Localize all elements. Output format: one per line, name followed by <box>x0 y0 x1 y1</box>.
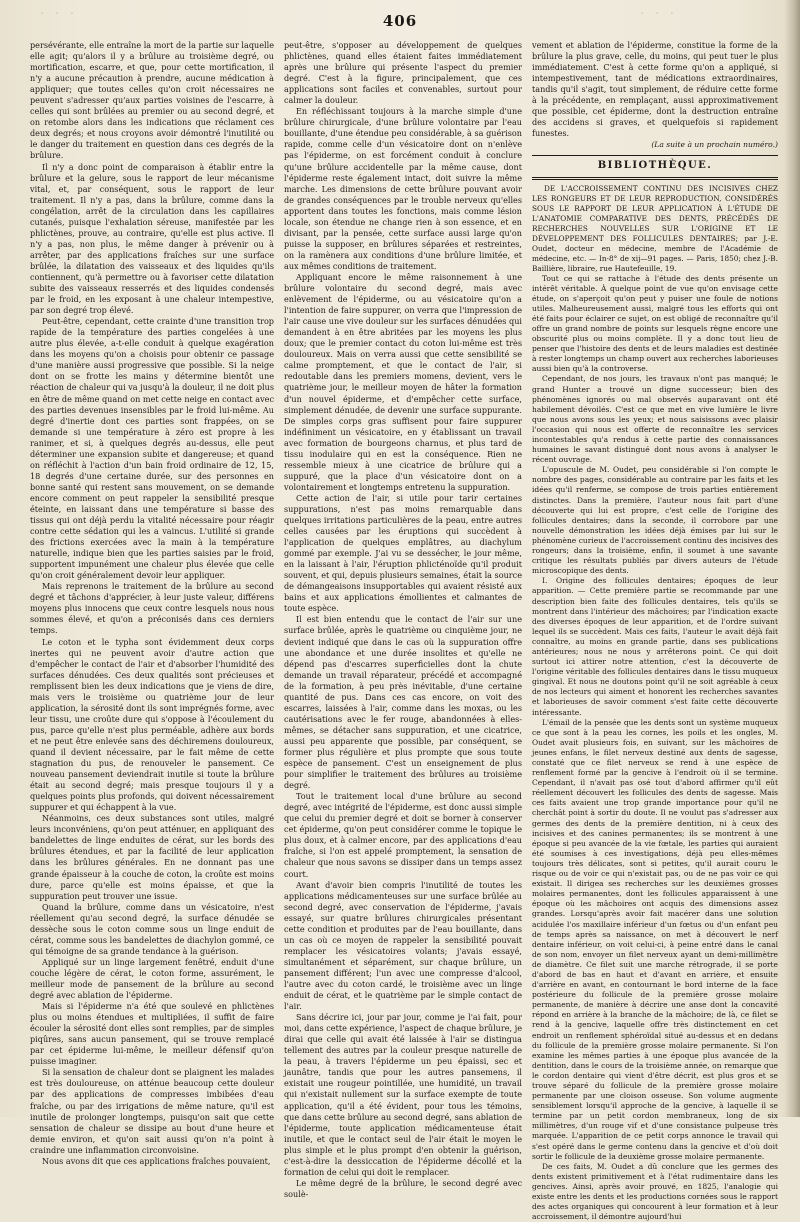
paragraph: I. Origine des follicules dentaires; époques de leur apparition. — Cette première partie se recommande par une description bien faite des follicules dentaires, tels qu'ils se montrent dans l'intérieur des mâchoires; par l'indication exacte des diverses époques de leur apparition, et de l'ordre suivant lequel ils se succèdent. Mais ces faits, l'auteur le avait déjà fait connaître, au moins en grande partie, dans ses publications antérieures; nous ne nous y arrêterons point. Ce qui doit surtout ici attirer notre attention, c'est la découverte de l'origine véritable des follicules dentaires dans le tissu muqueux gingival. Et nous ne doutons point qu'il ne soit agréable à ceux de nos lecteurs qui aiment et honorent les recherches savantes et laborieuses de savoir comment s'est faite cette découverte intéressante. <box>532 576 778 717</box>
paragraph: Avant d'avoir bien compris l'inutilité de toutes les applications médicamenteuses sur une surface brûlée au second degré, avec conservation de l'épiderme, j'avais essayé, sur quatre brûlures chirurgicales présentant cette condition et produites par de l'eau bouillante, dans un cas où ce moyen de rappeler la sensibilité pouvait remplacer les vésicatoires volants; j'avais essayé, simultanément et séparément, sur chaque brûlure, un pansement différent; l'un avec une compresse d'alcool, l'autre avec du coton cardé, le troisième avec un linge enduit de cérat, et le quatrième par le simple contact de l'air. <box>284 879 522 1012</box>
column-2 <box>284 40 522 1199</box>
paragraph: L'émail de la pensée que les dents sont un système muqueux ce que sont à la peau les cornes, les poils et les ongles, M. Oudet avait plusieurs fois, en suivant, sur les mâchoires de jeunes enfans, le filet nerveux destiné aux dents de sagesse, constaté que ce filet nerveux se rend à une espèce de renflement formé par la gencive à l'endroit où il se termine. Cependant, il n'avait pas osé tout d'abord affirmer qu'il eût réellement découvert les follicules des dents de sagesse. Mais ces faits avaient une trop grande importance pour qu'il ne cherchât point à sortir du doute. Il ne voulut pas s'adresser aux germes des dents de la première dentition, ni à ceux des incisives et des canines permanentes; ils se montrent à une époque si peu avancée de la vie fœtale, les parties qui auraient été soumises à ces investigations, déjà peu elles-mêmes toujours très délicates, sont si petites, qu'il aurait couru le risque ou de voir ce qui n'existait pas, ou de ne pas voir ce qui existait. Il dirigea ses recherches sur les deuxièmes grosses molaires permanentes, dont les follicules apparaissent à une époque où les mâchoires ont acquis des dimensions assez grandes. Lorsqu'après avoir fait macérer dans une solution acidulée l'os maxillaire inférieur d'un fœtus ou d'un enfant peu de temps après sa naissance, on met à découvert le nerf dentaire inférieur, on voit celui-ci, à peine entré dans le canal de son nom, envoyer un filet nerveux ayant un demi-millimètre de diamètre. Ce filet suit une marche rétrograde, il se porte d'abord de bas en haut et d'avant en arrière, et ensuite d'arrière en avant, en contournant le bord interne de la face postérieure du follicule de la première grosse molaire permanente, de manière à décrire une anse dont la concavité répond en arrière à la branche de la mâchoire; de là, ce filet se rend à la gencive, laquelle offre très distinctement en cet endroit un renflement sphéroïdal situé au-dessus et en dedans du follicule de la première grosse molaire permanente. Si l'on examine les mêmes parties à une époque plus avancée de la dentition, dans le cours de la troisième année, on remarque que le cordon dentaire qui vient d'être décrit, est plus gros et se trouve séparé du follicule de la première grosse molaire permanente par une cloison osseuse. Son volume augmente sensiblement lorsqu'il approche de la gencive, à laquelle il se termine par un petit cordon membraneux, long de six millimètres, d'un rouge vif et d'une consistance pulpeuse très marquée. L'apparition de ce petit corps annonce le travail qui s'est opéré dans le germe contenu dans la gencive et d'où doit sortir le follicule de la deuxième grosse molaire permanente. <box>532 717 778 1161</box>
paragraph: Nous avons dit que ces applications fraîches pouvaient, <box>42 1155 271 1166</box>
paragraph: vement et ablation de l'épiderme, constitue la forme de la brûlure la plus grave, celle, du moins, qui peut tuer le plus immédiatement. C'est à cette forme qu'on a appliqué, si intempestivement, tant de médications extraordinaires, tandis qu'il s'agit, tout simplement, de réduire cette forme à la précédente, en remplaçant, aussi approximativement que possible, cet épiderme, dont la destruction entraîne des accidens si graves, et quelquefois si rapidement funestes. <box>532 40 778 139</box>
book-review-body <box>532 274 778 1222</box>
paragraph: peut-être, s'opposer au développement de quelques phlictènes, quand elles étaient faites immédiatement après une brûlure qui présente l'aspect du premier degré. C'est à la figure, principalement, que ces applications sont faciles et convenables, surtout pour calmer la douleur. <box>284 40 522 106</box>
paragraph: Appliqué sur un linge largement fenêtré, enduit d'une couche légère de cérat, le coton forme, assurément, le meilleur mode de pansement de la brûlure au second degré avec ablation de l'épiderme. <box>30 956 274 1001</box>
paragraph: Tout ce qui se rattache à l'étude des dents présente un intérêt véritable. À quelque point de vue qu'on envisage cette étude, on s'aperçoit qu'on peut y puiser une foule de notions utiles. Malheureusement aussi, malgré tous les efforts qui ont été faits pour éclairer ce sujet, on est obligé de reconnaître qu'il offre un grand nombre de points sur lesquels règne encore une obscurité plus ou moins complète. Il y a donc tout lieu de penser que l'histoire des dents et de leurs maladies est destinée à rester longtemps un champ ouvert aux recherches laborieuses aussi bien qu'à la controverse. <box>532 273 778 374</box>
bleed-through-text-left: · · · <box>40 6 78 22</box>
paragraph: Néanmoins, ces deux substances sont utiles, malgré leurs inconvéniens, qu'on peut atténuer, en appliquant des bandelettes de linge enduites de cérat, sur les bords des brûlures étendues, et par la facilité de leur application dans les brûlures générales. En ne donnant pas une grande épaisseur à la couche de coton, la croûte est moins dure, parce qu'elle est moins épaisse, et que la suppuration peut trouver une issue. <box>30 813 274 901</box>
paragraph: persévérante, elle entraîne la mort de la partie sur laquelle elle agit; qu'alors il y a brûlure au troisième degré, ou mortification, escarre, et que, pour cette mortification, il n'y a aucune précaution à prendre, aucune médication à appliquer; que toutes celles qu'on croit nécessaires ne peuvent s'adresser qu'aux parties voisines de l'escarre, à celles qui sont brûlées au premier ou au second degré, et on retombe alors dans les indications que réclament ces deux degrés; et nous croyons avoir démontré l'inutilité ou le danger du traitement en question dans ces degrés de la brûlure. <box>30 40 274 161</box>
paragraph: Peut-être, cependant, cette crainte d'une transition trop rapide de la température des parties congelées à une autre plus élevée, a-t-elle conduit à quelque exagération dans les moyens qu'on a choisis pour obtenir ce passage d'une manière aussi progressive que possible. Si la neige dont on se frotte les mains y détermine bientôt une réaction de chaleur qui va jusqu'à la douleur, il ne doit plus en être de même quand on met cette neige en contact avec des parties devenues insensibles par le froid lui-même. Au degré d'inertie dont ces parties sont frappées, on se demande si une température à zéro est propre à les ranimer, et si, à quelques degrés au-dessus, elle peut déterminer une expansion subite et dangereuse; et quand on réfléchit à l'action d'un bain froid ordinaire de 12, 15, 18 degrés d'une certaine durée, sur des personnes en bonne santé qui restent sans mouvement, on se demande encore comment on peut rappeler la sensibilité presque éteinte, en laissant dans une température si basse des tissus qui ont déjà perdu la vitalité nécessaire pour réagir contre cette sédation qui les a vaincus. L'utilité si grande des frictions exercées avec la main à la température naturelle, indique bien que les parties saisies par le froid, supportent impunément une chaleur plus élevée que celle qu'on croit généralement devoir leur appliquer. <box>30 316 274 581</box>
continuation-note: (La suite à un prochain numéro.) <box>651 140 778 150</box>
paragraph: Le même degré de la brûlure, le second degré avec soulè- <box>284 1177 522 1199</box>
column-3 <box>532 40 778 1222</box>
page-gutter-shadow <box>784 0 800 1117</box>
column-1 <box>30 40 274 1166</box>
page-number: 406 <box>382 12 418 30</box>
paragraph: Le coton et le typha sont évidemment deux corps inertes qui ne peuvent avoir d'autre action que d'empêcher le contact de l'air et d'absorber l'humidité des surfaces dénudées. Ces deux qualités sont précieuses et remplissent bien les deux indications que je viens de dire, mais vers le troisième ou quatrième jour de leur application, la sérosité dont ils sont imprégnés forme, avec leur tissu, une croûte dure qui s'oppose à l'écoulement du pus, parce qu'elle n'est plus perméable, adhère aux bords et ne peut être enlevée sans des déchiremens douloureux, quand il devient nécessaire, par le fait même de cette stagnation du pus, de renouveler le pansement. Ce nouveau pansement deviendrait inutile si toute la brûlure était au second degré; mais presque toujours il y a quelques points plus profonds, qui doivent nécessairement suppurer et qui échappent à la vue. <box>30 636 274 813</box>
paragraph: Mais si l'épiderme n'a été que soulevé en phlictènes plus ou moins étendues et multipliées, il suffit de faire écouler la sérosité dont elles sont remplies, par de simples piqûres, sans aucun pansement, qui se trouve remplacé par cet épiderme lui-même, le meilleur défensif qu'on puisse imaginer. <box>30 1001 274 1067</box>
divider <box>532 177 778 180</box>
paragraph: Cette action de l'air, si utile pour tarir certaines suppurations, n'est pas moins remarquable dans quelques irritations particulières de la peau, entre autres celles causées par les éruptions qui succèdent à l'application de quelques emplâtres, au diachylum gommé par exemple. J'ai vu se dessécher, le jour même, en la laissant à l'air, l'éruption phlicténoïde qu'il produit souvent, et qui, depuis plusieurs semaines, était la source de démangeaisons insupportables qui avaient résisté aux bains et aux applications émollientes et calmantes de toute espèce. <box>284 492 522 614</box>
paragraph: Quand la brûlure, comme dans un vésicatoire, n'est réellement qu'au second degré, la surface dénudée se dessèche sous le coton comme sous un linge enduit de cérat, comme sous les bandelettes de diachylon gommé, ce qui témoigne de sa grande tendance à la guérison. <box>30 901 274 956</box>
paragraph: En réfléchissant toujours à la marche simple d'une brûlure chirurgicale, d'une brûlure volontaire par l'eau bouillante, d'une étendue peu considérable, à sa guérison rapide, comme celle d'un vésicatoire dont on n'enlève pas l'épiderme, on est forcément conduit à conclure qu'une brûlure accidentelle par la même cause, dont l'épiderme reste également intact, doit suivre la même marche. Les dimensions de cette brûlure pouvant avoir de grandes conséquences par le trouble nerveux qu'elles apportent dans toutes les fonctions, mais comme lésion locale, son étendue ne change rien à son essence, et en divisant, par la pensée, cette surface aussi large qu'on puisse la supposer, en brûlures séparées et restreintes, on la ramènera aux conditions d'une brûlure limitée, et aux mêmes conditions de traitement. <box>284 106 522 271</box>
paragraph: Mais reprenons le traitement de la brûlure au second degré et tâchons d'apprécier, à leur juste valeur, différens moyens plus innocens que ceux contre lesquels nous nous sommes élevé, et qu'on a préconisés dans ces derniers temps. <box>30 581 274 636</box>
paragraph: Il est bien entendu que le contact de l'air sur une surface brûlée, après le quatrième ou cinquième jour, ne devient indiqué que dans le cas où la suppuration offre une abondance et une durée insolites et qu'elle ne dépend pas d'escarres superficielles dont la chute demande un travail réparateur, précédé et accompagné de la formation, à peu près inévitable, d'une certaine quantité de pus. Dans ces cas encore, on voit des escarres, laissées à l'air, comme dans les moxas, ou les cautérisations avec le fer rouge, abandonnées à elles-mêmes, se détacher sans suppuration, et une cicatrice, aussi peu apparente que possible, par conséquent, se former plus régulière et plus prompte que sous toute espèce de pansement. C'est un enseignement de plus pour simplifier le traitement des brûlures au troisième degré. <box>284 614 522 791</box>
paragraph: Il n'y a donc point de comparaison à établir entre la brûlure et la gelure, sous le rapport de leur mécanisme vital, et, par conséquent, sous le rapport de leur traitement. Il n'y a pas, dans la brûlure, comme dans la congélation, arrêt de la circulation dans les capillaires cutanés, puisque l'exhalation séreuse, manifestée par les phlictènes, prouve, au contraire, qu'elle est plus active. Il n'y a pas, non plus, le même danger à prévenir ou à arrêter, par des applications fraîches sur une surface brûlée, la dilatation des vaisseaux et des liquides qu'ils contiennent, qu'à permettre ou à favoriser cette dilatation subite des vaisseaux resserrés et des liquides condensés par le froid, en les exposant à une chaleur intempestive, par son degré trop élevé. <box>30 161 274 316</box>
paragraph: Appliquant encore le même raisonnement à une brûlure volontaire du second degré, mais avec enlèvement de l'épiderme, ou au vésicatoire qu'on a l'intention de faire suppurer, on verra que l'impression de l'air cause une vive douleur sur les surfaces dénudées qui demandent à en être abritées par les moyens les plus doux; que le premier contact du coton lui-même est très douloureux. Mais on verra aussi que cette sensibilité se calme promptement, et que le contact de l'air, si redoutable dans les premiers momens, devient, vers le quatrième jour, le meilleur moyen de hâter la formation d'un nouvel épiderme, et d'empêcher cette surface, simplement dénudée, de devenir une surface suppurante. De simples corps gras suffisent pour faire suppurer indéfiniment un vésicatoire, en y établissant un travail avec formation de bourgeons charnus, et plus tard de tissu inodulaire qui en est la conséquence. Rien ne ressemble mieux à une cicatrice de brûlure qui a suppuré, que la place d'un vésicatoire dont on a volontairement et longtemps entretenu la suppuration. <box>284 271 522 492</box>
section-title: BIBLIOTHÈQUE. <box>597 160 713 172</box>
bleed-through-text-right: · · · <box>640 6 678 22</box>
paragraph: Sans décrire ici, jour par jour, comme je l'ai fait, pour moi, dans cette expérience, l'aspect de chaque brûlure, je dirai que celle qui avait été laissée à l'air se distingua tellement des autres par la couleur presque naturelle de la peau, à travers l'épiderme un peu épaissi, sec et jaunâtre, tandis que pour les autres pansemens, il existait une rougeur pointillée, une humidité, un travail qui n'existait nullement sur la surface exempte de toute application, qu'il a été évident, pour tous les témoins, que dans cette brûlure au second degré, sans ablation de l'épiderme, toute application médicamenteuse était inutile, et que le contact seul de l'air était le moyen le plus simple et le plus prompt d'en obtenir la guérison, c'est-à-dire la dessiccation de l'épiderme décollé et la formation de celui qui doit le remplacer. <box>284 1012 522 1177</box>
paragraph: De ces faits, M. Oudet a dû conclure que les germes des dents existent primitivement et à l'état rudimentaire dans les gencives. Ainsi, après avoir prouvé, en 1825, l'analogie qui existe entre les dents et les productions cornées sous le rapport des actes organiques qui concourent à leur formation et à leur accroissement, il démontre aujourd'hui <box>532 1161 778 1222</box>
paragraph: Si la sensation de chaleur dont se plaignent les malades est très douloureuse, on atténue beaucoup cette douleur par des applications de compresses imbibées d'eau fraîche, ou par des irrigations de même nature, qu'il est inutile de prolonger longtemps, puisqu'on sait que cette sensation de chaleur se dissipe au bout d'une heure et demie environ, et qu'on sait aussi qu'on n'a point à craindre une inflammation circonvoisine. <box>30 1067 274 1155</box>
paragraph: L'opuscule de M. Oudet, peu considérable si l'on compte le nombre des pages, considérable au contraire par les faits et les idées qu'il renferme, se compose de trois parties entièrement distinctes. Dans la première, l'auteur nous fait part d'une découverte qui lui est propre, c'est celle de l'origine des follicules dentaires; dans la seconde, il corrobore par une nouvelle démonstration les idées déjà émises par lui sur le phénomène curieux de l'accroissement continu des incisives des rongeurs; dans la troisième, enfin, il soumet à une savante critique les résultats publiés par divers auteurs de l'étude microscopique des dents. <box>532 465 778 576</box>
book-review-header: DE L'ACCROISSEMENT CONTINU DES INCISIVES CHEZ LES RONGEURS ET DE LEUR REPRODUCTION, CONSIDÉRÉS SOUS LE RAPPORT DE LEUR APPLICATION À L'ÉTUDE DE L'ANATOMIE COMPARATIVE DES DENTS, PRÉCÉDÉS DE RECHERCHES NOUVELLES SUR L'ORIGINE ET LE DÉVELOPPEMENT DES FOLLICULES DENTAIRES; par J.-E. Oudet, docteur en médecine, membre de l'Académie de médecine, etc. — In-8° de xij—91 pages. — Paris, 1850; chez J.-B. Baillière, libraire, rue Hautefeuille, 19. <box>532 183 778 273</box>
divider <box>532 155 778 156</box>
paragraph: Cependant, de nos jours, les travaux n'ont pas manqué; le grand Hunter a trouvé un digne successeur; bien des phénomènes ignorés ou mal observés auparavant ont été habilement dévoilés. C'est ce que met en vive lumière le livre que nous avons sous les yeux; et nous saisissons avec plaisir l'occasion qui nous est offerte de reconnaître les services incontestables qu'a rendus à cette partie des connaissances humaines le savant distingué dont nous avons à analyser le récent ouvrage. <box>532 374 778 465</box>
paragraph: Tout le traitement local d'une brûlure au second degré, avec intégrité de l'épiderme, est donc aussi simple que celui du premier degré et doit se borner à conserver cet épiderme, qu'on peut considérer comme le topique le plus doux, et à calmer encore, par des applications d'eau fraîche, si l'on est appelé promptement, la sensation de chaleur que nous savons se dissiper dans un temps assez court. <box>284 791 522 879</box>
